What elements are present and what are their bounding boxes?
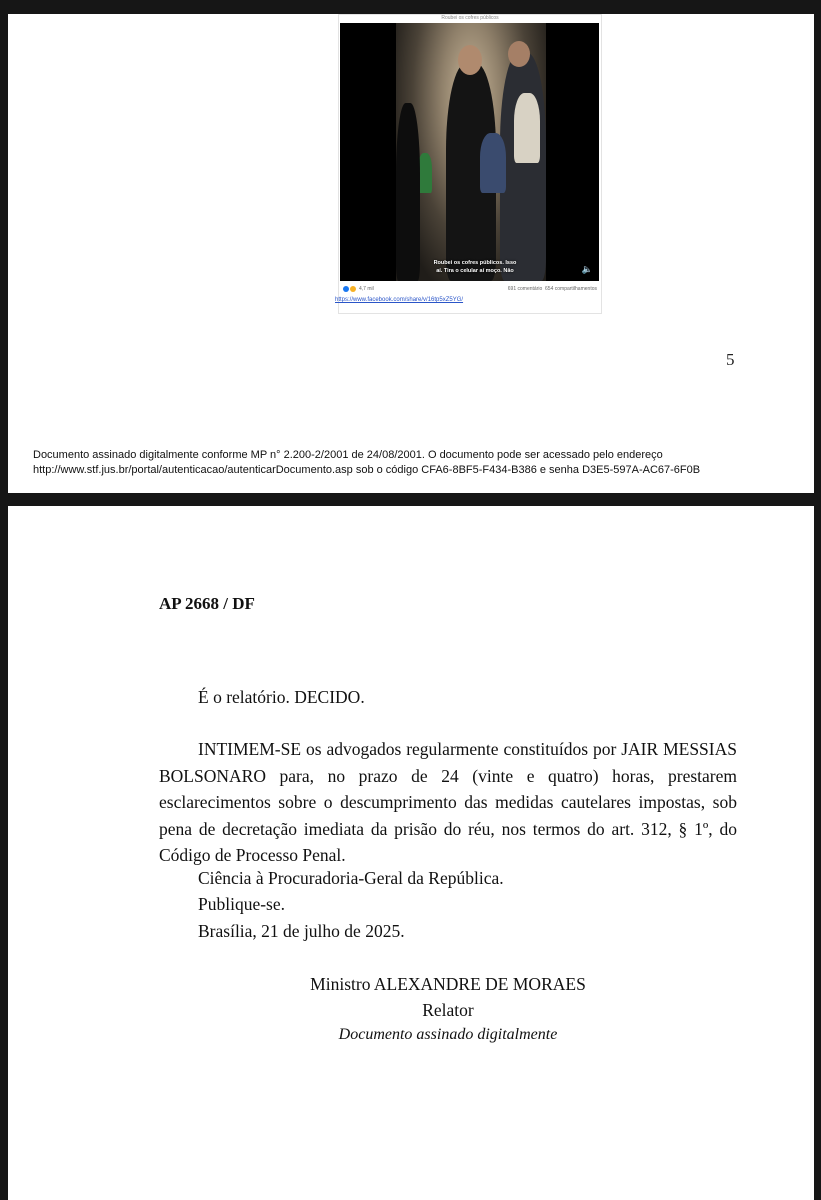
- signature-name: Ministro ALEXANDRE DE MORAES: [310, 974, 586, 994]
- digital-signature-footer: [33, 448, 803, 478]
- comments-count[interactable]: 691 comentário: [507, 286, 543, 292]
- relatorio-paragraph: É o relatório. DECIDO.: [198, 687, 365, 707]
- video-stats-bar: [343, 284, 597, 294]
- document-page-5: [8, 14, 814, 493]
- page-number: 5: [726, 350, 735, 369]
- facebook-video-screenshot: [338, 14, 602, 314]
- video-scene-image: [396, 23, 546, 281]
- reactions-count: 4,7 mil: [359, 286, 374, 292]
- place-date-line: Brasília, 21 de julho de 2025.: [198, 921, 405, 941]
- shares-count[interactable]: 654 compartilhamentos: [545, 286, 597, 292]
- comments-shares: [508, 286, 597, 292]
- laugh-reaction-icon: [350, 286, 356, 292]
- reactions[interactable]: [343, 286, 374, 292]
- document-page-6: [8, 506, 814, 1200]
- speaker-icon[interactable]: 🔈: [581, 265, 593, 275]
- signature-note: Documento assinado digitalmente: [338, 1026, 558, 1043]
- like-reaction-icon: [343, 286, 349, 292]
- facebook-link[interactable]: https://www.facebook.com/share/v/16tp5xZ5YG/: [335, 297, 464, 303]
- decision-paragraph: INTIMEM-SE os advogados regularmente constituídos por JAIR MESSIAS BOLSONARO para, no prazo de 24 (vinte e quatro) horas, prestarem esclarecimentos sobre o descumprimento das medidas cautelares impostas, sob pena de decretação imediata da prisão do réu, nos termos do art. 312, § 1º, do Código de Processo Penal.: [159, 739, 737, 865]
- video-subtitle: Roubei os cofres públicos. Isso aí. Tira o celular aí moço. Não: [433, 260, 517, 274]
- footer-line-2: http://www.stf.jus.br/portal/autenticacao/autenticarDocumento.asp sob o código CFA6-8BF5-F434-B386 e senha D3E5-597A-AC67-6F0B: [33, 464, 701, 476]
- footer-line-1: Documento assinado digitalmente conforme MP n° 2.200-2/2001 de 24/08/2001. O documento pode ser acessado pelo endereço: [33, 449, 663, 461]
- publique-line: Publique-se.: [198, 894, 286, 914]
- signature-role: Relator: [422, 1000, 474, 1020]
- video-top-caption: Roubei os cofres públicos: [441, 15, 499, 21]
- video-frame: [340, 23, 599, 281]
- case-identifier: AP 2668 / DF: [159, 594, 255, 613]
- ciencia-line: Ciência à Procuradoria-Geral da República.: [198, 868, 504, 888]
